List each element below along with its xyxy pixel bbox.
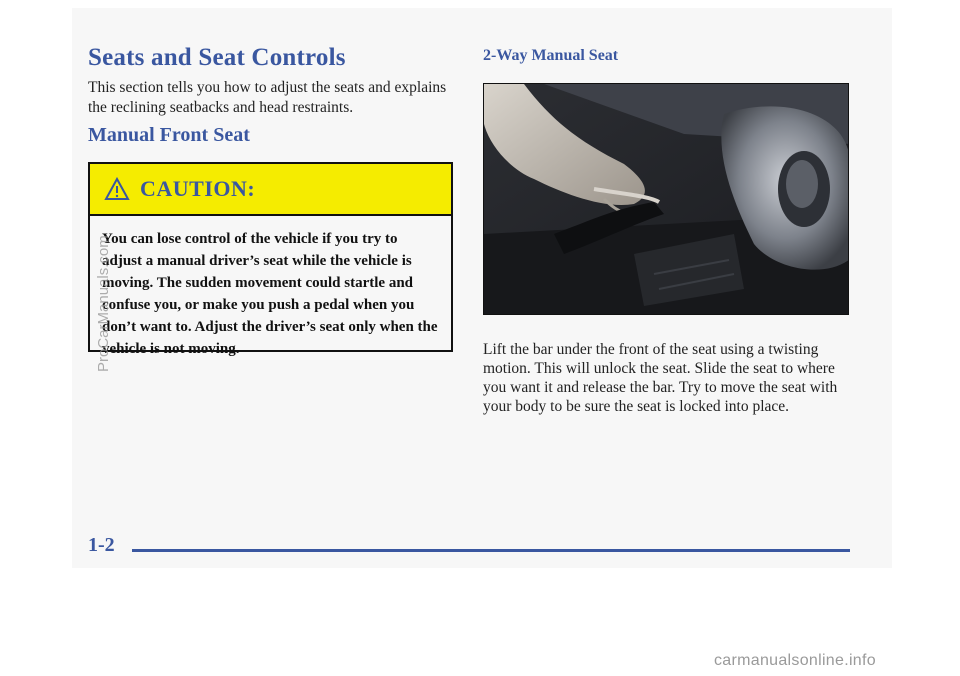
- footer-rule: [132, 549, 850, 552]
- seat-instructions: Lift the bar under the front of the seat using a twisting motion. This will unlock the seat. Slide the seat to where you want it and release the bar. Try to move the seat with your body to be sure the seat is locked into place.: [483, 341, 838, 415]
- caution-box: [88, 162, 453, 357]
- warning-triangle-icon: [104, 177, 130, 201]
- section-intro: This section tells you how to adjust the seats and explains the reclining seatbacks and head restraints.: [88, 79, 447, 116]
- page-number: 1-2: [88, 534, 115, 556]
- section-title: Seats and Seat Controls: [88, 44, 346, 71]
- seat-heading: 2-Way Manual Seat: [483, 47, 619, 64]
- caution-label: CAUTION:: [140, 176, 256, 201]
- caution-header: [90, 164, 451, 216]
- watermark-text: ProCarManuals.com: [95, 235, 112, 372]
- subsection-title: Manual Front Seat: [88, 124, 250, 146]
- caution-text: You can lose control of the vehicle if you try to adjust a manual driver’s seat while the vehicle is moving. The sudden movement could startle and confuse you, or make you push a pedal when you don’t want to. Adjust the driver’s seat only when the vehicle is not moving.: [102, 231, 438, 357]
- site-watermark: carmanualsonline.info: [714, 652, 876, 669]
- seat-adjustment-photo: [483, 83, 849, 315]
